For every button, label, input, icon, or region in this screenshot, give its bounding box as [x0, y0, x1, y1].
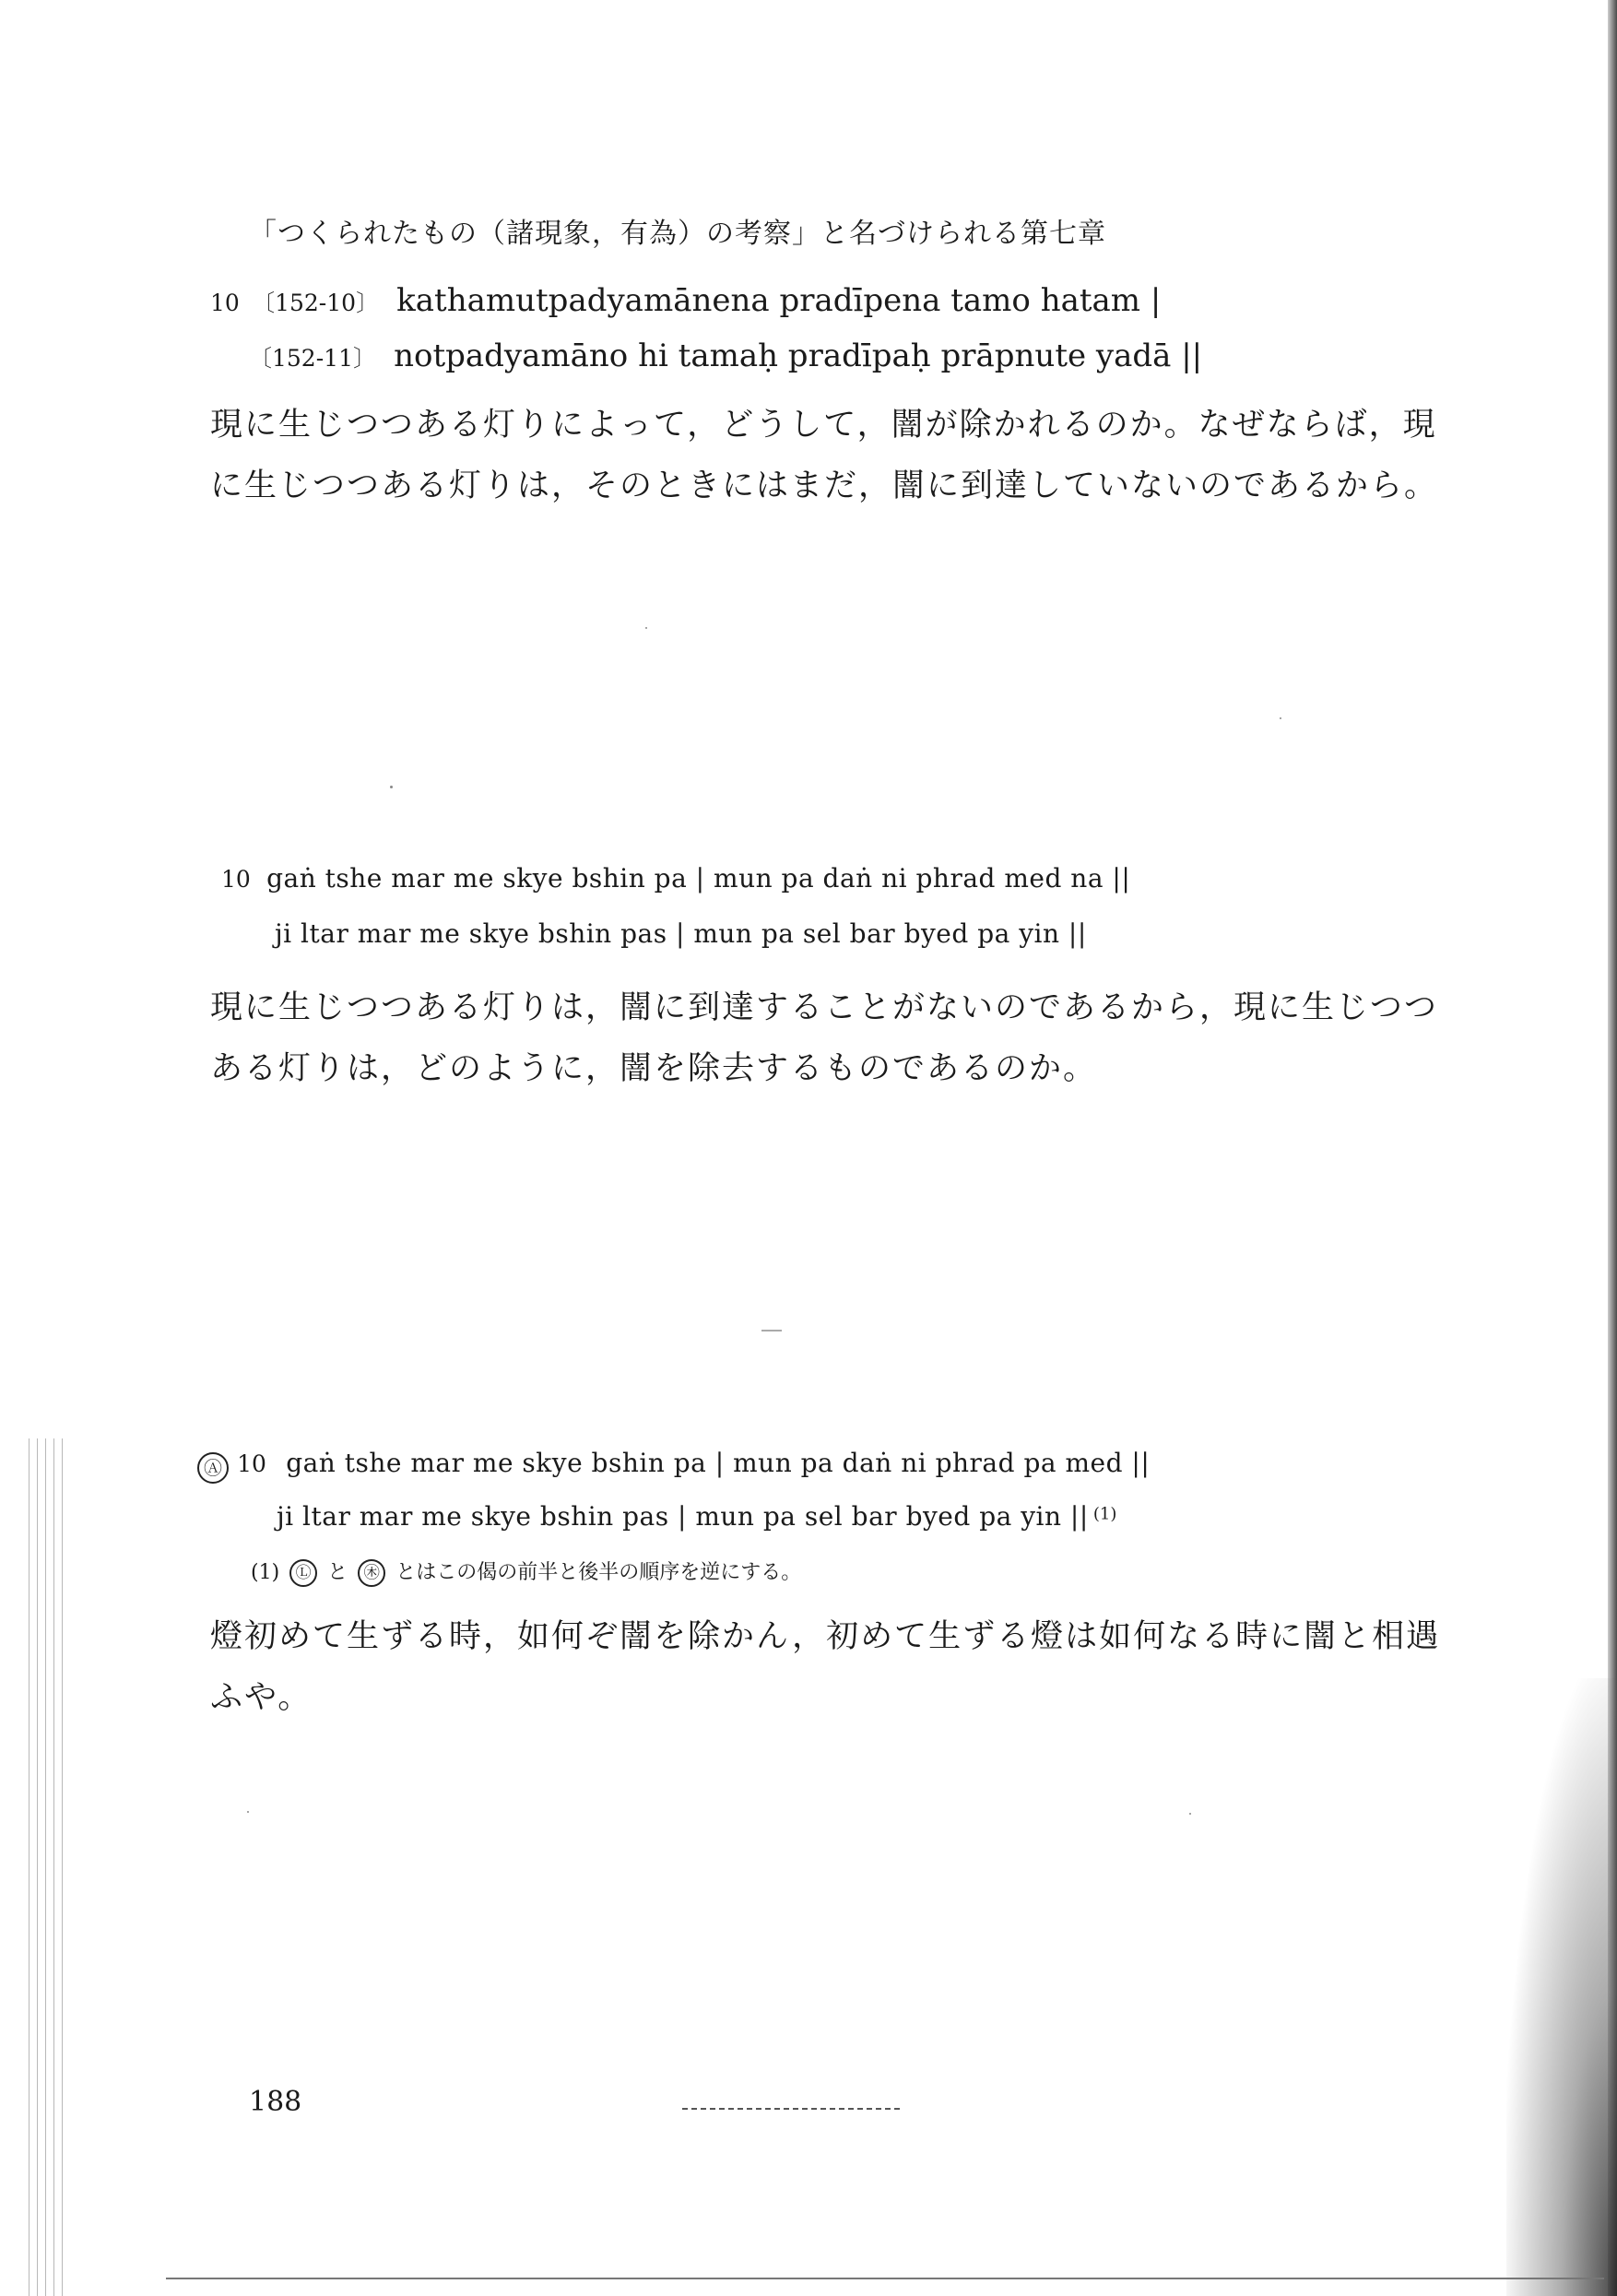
verse-reference: 〔152-10〕 — [252, 290, 380, 316]
verse-number: 10 — [221, 866, 251, 893]
chinese-translation: 燈初めて生ずる時，如何ぞ闇を除かん，初めて生ずる燈は如何なる時に闇と相遇ふや。 — [210, 1618, 1441, 1716]
scan-mark — [682, 2108, 903, 2110]
sanskrit-line-1 — [210, 282, 1161, 319]
footnote-conjunction: と — [327, 1561, 348, 1584]
footnote-reference: (1) — [1092, 1504, 1117, 1524]
scan-speck — [1189, 1813, 1191, 1815]
tibetan-text: ji ltar mar me skye bshin pas | mun pa sel bar byed pa yin || — [277, 1501, 1089, 1532]
bottom-edge — [166, 2278, 1604, 2279]
chapter-heading: 「つくられたもの（諸現象，有為）の考察」と名づけられる第七章 — [249, 218, 1106, 250]
scan-speck — [645, 627, 647, 629]
footnote-text: とはこの偈の前半と後半の順序を逆にする。 — [395, 1561, 802, 1584]
tibetan-line-1 — [221, 863, 1130, 894]
tibetan-line-2 — [275, 918, 1087, 949]
scan-shadow — [1506, 1678, 1617, 2296]
verse-reference: 〔152-11〕 — [249, 345, 376, 372]
binding-edge — [26, 1438, 68, 2296]
source-marker: Ⓛ — [289, 1559, 317, 1587]
sanskrit-line-2 — [249, 337, 1202, 374]
scan-speck — [390, 786, 393, 788]
sanskrit-text: kathamutpadyamānena pradīpena tamo hatam | — [396, 282, 1162, 319]
scan-speck — [761, 1330, 782, 1331]
tibetan-translation: 現に生じつつある灯りは，闇に到達することがないのであるから，現に生じつつある灯りは，どのように，闇を除去するものであるのか。 — [210, 989, 1439, 1087]
scan-speck — [1280, 717, 1281, 719]
chinese-line-1 — [194, 1448, 1150, 1484]
tibetan-text: ji ltar mar me skye bshin pas | mun pa sel bar byed pa yin || — [275, 918, 1087, 949]
tibetan-text: gaṅ tshe mar me skye bshin pa | mun pa daṅ ni phrad pa med || — [286, 1448, 1151, 1478]
source-marker: ㊍ — [358, 1559, 385, 1587]
verse-number: 10 — [237, 1450, 266, 1477]
sanskrit-translation: 現に生じつつある灯りによって，どうして，闇が除かれるのか。なぜならば，現に生じつつある灯りは，そのときにはまだ，闇に到達していないのであるから。 — [210, 407, 1439, 504]
footnote — [251, 1556, 801, 1587]
verse-number: 10 — [210, 290, 240, 316]
footnote-number: (1) — [251, 1561, 280, 1584]
source-marker: Ⓐ — [197, 1452, 229, 1484]
sanskrit-text: notpadyamāno hi tamaḥ pradīpaḥ prāpnute yadā || — [394, 337, 1203, 374]
scan-speck — [247, 1811, 249, 1813]
chinese-line-2 — [277, 1501, 1116, 1532]
tibetan-text: gaṅ tshe mar me skye bshin pa | mun pa daṅ ni phrad med na || — [266, 863, 1131, 894]
page-number: 188 — [249, 2086, 302, 2118]
